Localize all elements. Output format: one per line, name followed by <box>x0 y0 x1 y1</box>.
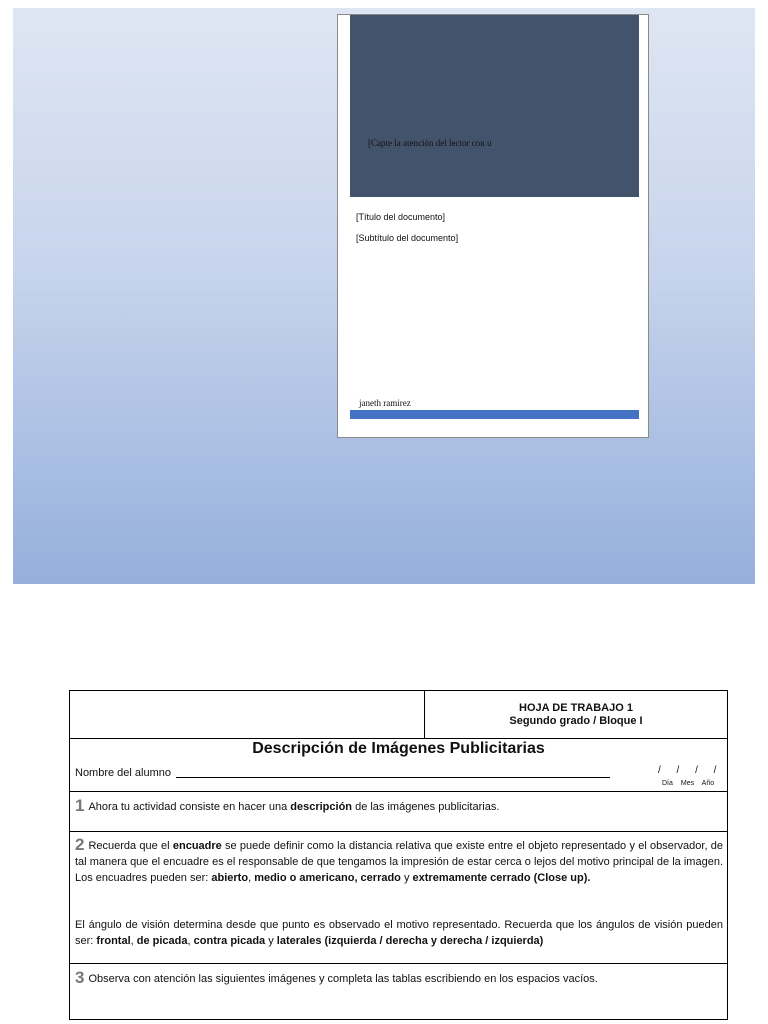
section-text: Ahora tu actividad consiste en hacer una <box>88 801 291 813</box>
cover-subtitle: [Subtítulo del documento] <box>356 233 459 243</box>
section-2-paragraph-2 <box>75 917 723 949</box>
cover-bar <box>350 410 639 419</box>
section-text: se puede definir como la distancia relativa que existe entre el objeto representado y el observador, de tal manera que el encuadre es el responsable de que tengamos la impresión de estar cerca o lejos del motivo principal de la imagen. Los encuadres pueden ser: <box>75 840 723 884</box>
date-slashes: / / / / <box>658 765 717 776</box>
section-number: 3 <box>75 968 85 987</box>
date-labels <box>662 780 714 787</box>
section-1 <box>75 798 723 815</box>
student-name-line <box>176 777 610 778</box>
grade-label: Segundo grado / Bloque I <box>509 715 643 727</box>
divider <box>70 791 727 792</box>
worksheet-header <box>70 691 727 739</box>
header-info-cell <box>425 691 727 738</box>
section-text: , <box>187 935 194 947</box>
section-bold: medio o americano, cerrado <box>254 872 401 884</box>
section-bold: frontal <box>96 935 131 947</box>
worksheet-title: Descripción de Imágenes Publicitarias <box>252 740 545 757</box>
sheet-title: HOJA DE TRABAJO 1 <box>519 702 633 714</box>
cover-tagline: [Capte la atención del lector con u <box>368 138 492 148</box>
section-number: 2 <box>75 835 85 854</box>
cover-color-block <box>350 15 639 197</box>
divider <box>70 831 727 832</box>
section-bold: laterales (izquierda / derecha y derecha / izquierda) <box>276 935 544 947</box>
date-day-label: Día <box>662 780 673 787</box>
section-text: , <box>130 935 137 947</box>
section-text: Recuerda que el <box>88 840 173 852</box>
section-text: Observa con atención las siguientes imágenes y completa las tablas escribiendo en los espacios vacíos. <box>88 973 598 985</box>
section-bold: contra picada <box>193 935 266 947</box>
cover-author: janeth ramirez <box>359 398 411 408</box>
cover-title: [Título del documento] <box>356 212 446 222</box>
section-bold: descripción <box>290 801 353 813</box>
date-year-label: Año <box>701 780 715 787</box>
section-text: El ángulo de visión determina desde que punto es observado el motivo representado. Recuerda que los ángulos de visión pueden ser: <box>75 919 723 947</box>
divider <box>70 963 727 964</box>
section-text: de las imágenes publicitarias. <box>352 801 500 813</box>
section-bold: de picada <box>136 935 188 947</box>
section-text: , <box>248 872 255 884</box>
section-number: 1 <box>75 796 85 815</box>
section-bold: encuadre <box>172 840 222 852</box>
student-name-label: Nombre del alumno <box>75 767 171 779</box>
worksheet <box>69 690 728 1020</box>
section-text: y <box>265 935 277 947</box>
section-3 <box>75 970 723 987</box>
date-month-label: Mes <box>680 780 695 787</box>
cover-page <box>337 14 649 438</box>
section-text: y <box>400 872 413 884</box>
section-bold: abierto <box>211 872 249 884</box>
section-bold: extremamente cerrado (Close up). <box>412 872 591 884</box>
section-2-paragraph-1 <box>75 837 723 886</box>
header-empty-cell <box>70 691 425 738</box>
